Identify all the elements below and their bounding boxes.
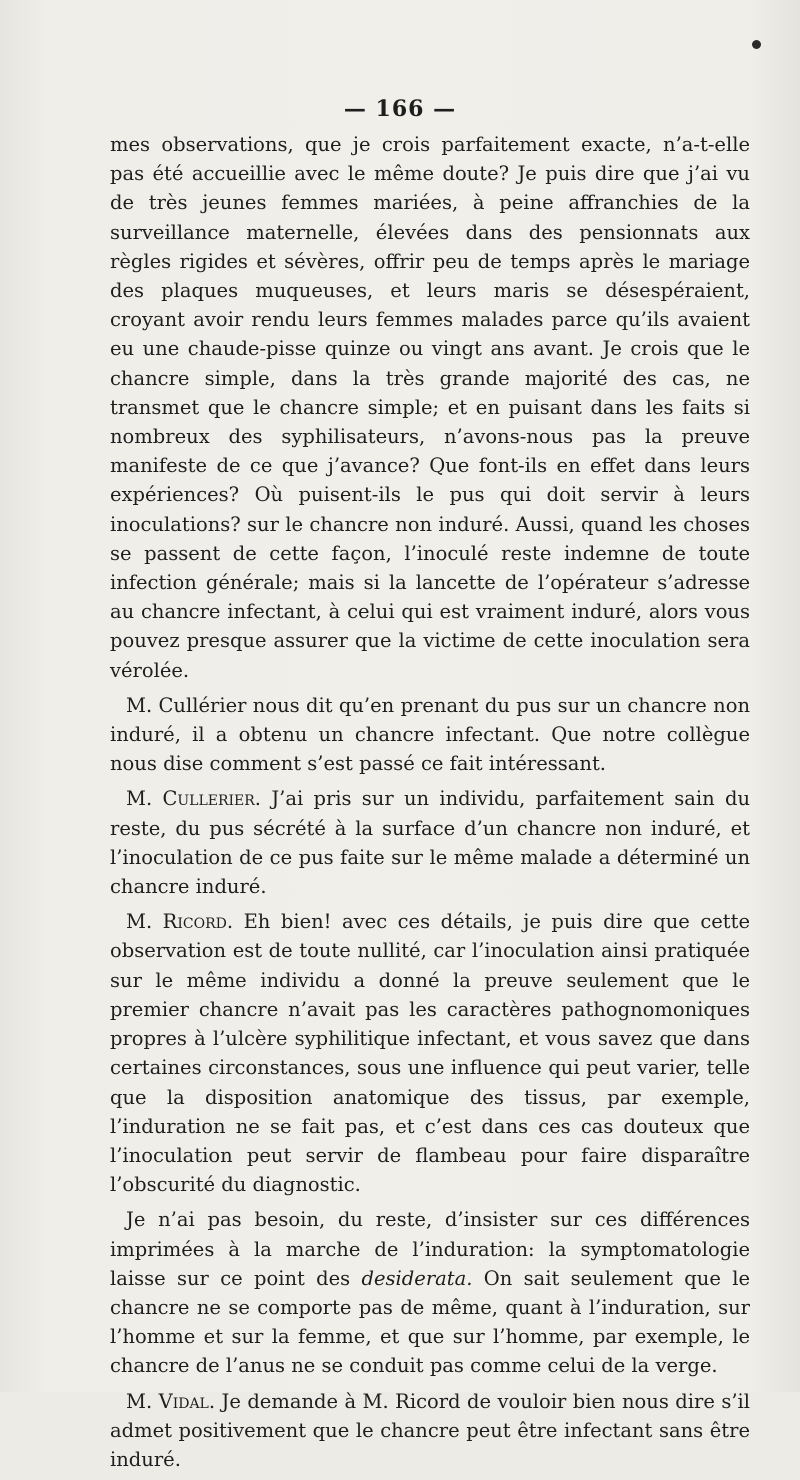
speaker-name: M. Ricord. — [126, 910, 234, 934]
ink-speck — [752, 40, 761, 49]
speaker-name: M. Cullerier. — [126, 787, 262, 811]
paragraph-ricord-continued — [110, 1205, 750, 1380]
paragraph-text: Eh bien! avec ces détails, je puis dire que cette observation est de toute nullité, car l’inoculation ainsi pratiquée sur le même individu a donné la preuve seulement que le premier chancre n’avait pas les caractères pathognomoniques propres à l’ulcère syphilitique infectant, et vous savez que dans certaines circonstances, sous une influence qui peut varier, telle que la disposition anatomique des tissus, par exemple, l’induration ne se fait pas, et c’est dans ces cas douteux que l’inoculation peut servir de flambeau pour faire disparaître l’obscurité du diagnostic. — [110, 910, 751, 1197]
italic-term: desiderata. — [361, 1266, 473, 1290]
paragraph-text: Je demande à M. Ricord de vouloir bien nous dire s’il admet positivement que le chancre peut être infectant sans être induré. — [110, 1389, 751, 1471]
paragraph-cullerier-reply — [110, 784, 750, 901]
speaker-name: M. Vidal. — [126, 1389, 216, 1413]
paragraph-text: On sait seulement que le chancre ne se comporte pas de même, quant à l’induration, sur l’homme et sur la femme, et que sur l’homme, par exemple, le chancre de l’anus ne se conduit pas comme celui de la verge. — [110, 1266, 750, 1378]
paragraph-continuation — [110, 130, 750, 685]
body-text — [110, 130, 750, 1480]
paragraph-ricord-reply — [110, 907, 750, 1199]
paragraph-cullerier-question — [110, 691, 750, 779]
paragraph-text: mes observations, que je crois parfaitement exacte, n’a-t-elle pas été accueillie avec le même doute? Je puis dire que j’ai vu de très jeunes femmes mariées, à peine affranchies de la surveillance maternelle, élevées dans des pensionnats aux règles rigides et sévères, offrir peu de temps après le mariage des plaques muqueuses, et leurs maris se désespéraient, croyant avoir rendu leurs femmes malades parce qu’ils avaient eu une chaude-pisse quinze ou vingt ans avant. Je crois que le chancre simple, dans la très grande majorité des cas, ne transmet que le chancre simple; et en puisant dans les faits si nombreux des syphilisateurs, n’avons-nous pas la preuve manifeste de ce que j’avance? Que font-ils en effet dans leurs expériences? Où puisent-ils le pus qui doit servir à leurs inoculations? sur le chancre non induré. Aussi, quand les choses se passent de cette façon, l’inoculé reste indemne de toute infection générale; mais si la lancette de l’opérateur s’adresse au chancre infectant, à celui qui est vraiment induré, alors vous pouvez presque assurer que la victime de cette inoculation sera vérolée. — [110, 133, 750, 682]
paragraph-vidal-question — [110, 1387, 750, 1475]
paragraph-text: M. Cullérier nous dit qu’en prenant du pus sur un chancre non induré, il a obtenu un chancre infectant. Que notre collègue nous dise comment s’est passé ce fait intéressant. — [110, 693, 750, 776]
page-number: — 166 — — [343, 96, 457, 122]
paragraph-text: Je n’ai pas besoin, du reste, d’insister sur ces différences imprimées à la marche de l’induration: la symptomatologie laisse sur ce point des — [110, 1208, 750, 1290]
paragraph-text: J’ai pris sur un individu, parfaitement sain du reste, du pus sécrété à la surface d’un chancre non induré, et l’inoculation de ce pus faite sur le même malade a déterminé un chancre induré. — [110, 787, 751, 899]
